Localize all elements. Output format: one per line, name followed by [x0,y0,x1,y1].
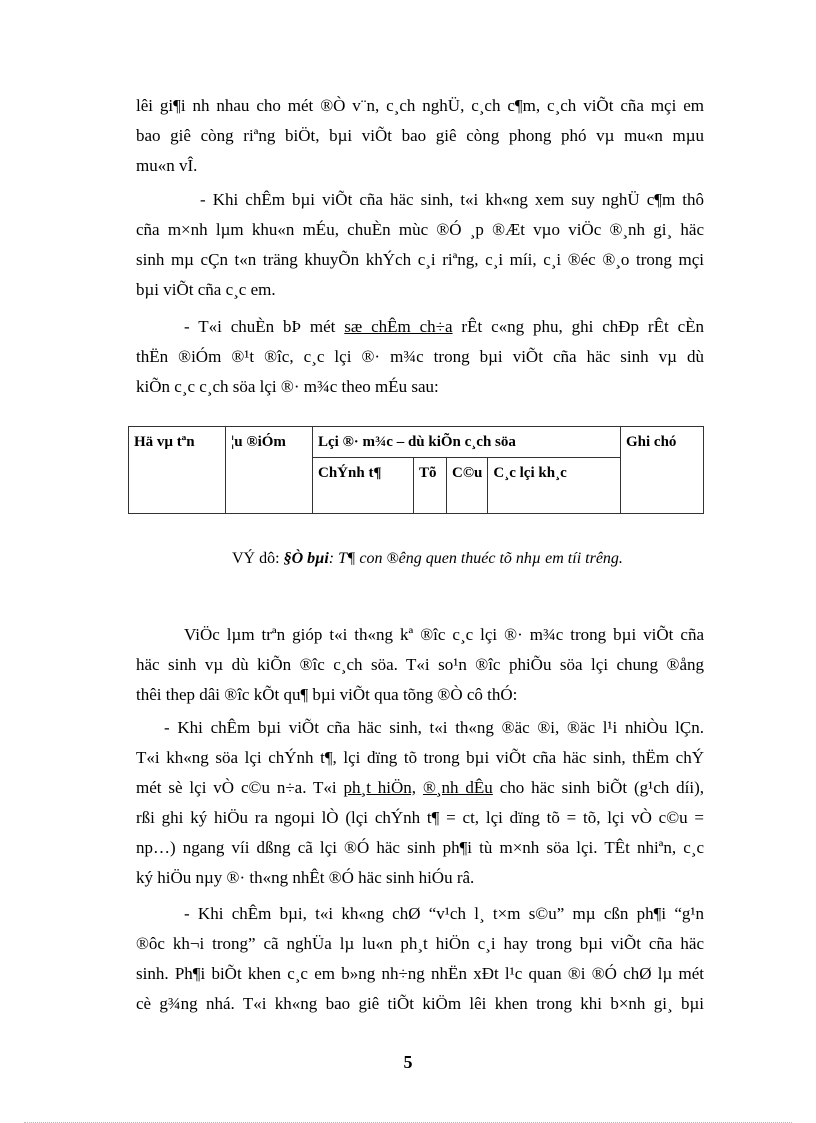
paragraph-2 [136,185,704,305]
underlined-term: sæ chÊm ch÷a [344,317,453,336]
example-text: : T¶ con ®êng quen thuéc tõ nhµ em tíi trêng. [328,550,623,567]
paragraph-4 [136,620,704,710]
table-header-row [129,427,704,458]
text-line: T«i kh«ng söa lçi chÝnh t¶, lçi dïng tõ trong bµi viÕt cña häc sinh, thËm chÝ [136,748,704,767]
text-line: thËn ®iÓm ®¹t ®îc, c¸c lçi ®· m¾c trong bµi viÕt cña häc sinh vµ dù [136,347,704,366]
underlined-term: ®¸nh dÊu [422,778,493,797]
text-line: bµi viÕt cña c¸c em. [136,280,276,299]
text-line: - Khi chÊm bµi viÕt cña häc sinh, t«i th«ng ®äc ®i, ®äc l¹i nhiÒu lÇn. [164,718,704,737]
text-line: sinh. Ph¶i biÕt khen c¸c em b»ng nh÷ng nhËn xÐt l¹c quan ®i ®Ó chØ lµ mét [136,964,704,983]
subheader-cell-spelling: ChÝnh t¶ [313,458,414,514]
subheader-cell-other: C¸c lçi kh¸c [488,458,621,514]
text-line: - Khi chÊm bµi viÕt cña häc sinh, t«i kh«ng xem suy nghÜ c¶m thô [200,190,704,209]
underlined-term: ph¸t hiÖn, [343,778,417,797]
subheader-cell-word: Tõ [414,458,447,514]
example-prefix: VÝ dô: [232,550,284,567]
text-line: lêi gi¶i nh nhau cho mét ®Ò v¨n, c¸ch nghÜ, c¸ch c¶m, c¸ch viÕt cña mçi em [136,96,704,115]
subheader-cell-sentence: C©u [447,458,488,514]
example-title: §Ò bµi [283,550,329,567]
error-tracking-table [128,426,704,514]
text-line: cña m×nh lµm khu«n mÉu, chuÈn mùc ®Ó ¸p ®Æt vµo viÖc ®¸nh gi¸ häc [136,220,704,239]
paragraph-5 [136,713,704,893]
text-line: - Khi chÊm bµi, t«i kh«ng chØ “v¹ch l¸ t×m s©u” mµ cßn ph¶i “g¹n [184,904,704,923]
text-run: cho häc sinh biÕt (g¹ch díi), [492,778,705,797]
text-line: häc sinh vµ dù kiÕn ®îc c¸ch söa. T«i so¹n ®îc phiÕu söa lçi chung ®ång [136,655,704,674]
paragraph-1 [136,91,704,181]
text-line: rßi ghi ký hiÖu ra ngoµi lÒ (lçi chÝnh t¶ = ct, lçi dïng tõ = tõ, lçi vÒ c©u = [136,808,704,827]
text-run: - T«i chuÈn bÞ mét [184,317,345,336]
paragraph-3 [136,312,704,402]
header-cell-strengths: ¦u ®iÓm [226,427,313,514]
text-line: mu«n vÎ. [136,156,198,175]
page-number: 5 [403,1052,413,1072]
header-cell-notes: Ghi chó [621,427,704,514]
text-run: mét sè lçi vÒ c©u n÷a. T«i [136,778,344,797]
text-line [136,312,704,342]
text-line [136,773,704,803]
text-line: thêi thep dâi ®îc kÕt qu¶ bµi viÕt qua tõng ®Ò cô thÓ: [136,685,518,704]
text-line: ViÖc lµm trªn gióp t«i th«ng kª ®îc c¸c lçi ®· m¾c trong bµi viÕt cña [184,625,704,644]
text-line: ký hiÖu nµy ®· th«ng nhÊt ®Ó häc sinh hiÓu râ. [136,868,475,887]
text-run: rÊt c«ng phu, ghi chÐp rÊt cÈn [452,317,705,336]
text-line: np…) ngang víi dßng cã lçi ®Ó häc sinh ph¶i tù m×nh söa lçi. TÊt nhiªn, c¸c [136,838,704,857]
text-line: ®ôc kh¬i trong” cã nghÜa lµ lu«n ph¸t hiÖn c¸i hay trong bµi viÕt cña häc [136,934,704,953]
text-line: sinh mµ cÇn t«n träng khuyÕn khÝch c¸i riªng, c¸i míi, c¸i ®éc ®¸o trong mçi [136,250,704,269]
text-line: cè g¾ng nhá. T«i kh«ng bao giê tiÕt kiÖm lêi khen trong khi b×nh gi¸ bµi [136,994,704,1013]
text-line: bao giê còng riªng biÖt, bµi viÕt bao giê còng phong phó vµ mu«n mµu [136,126,704,145]
example-line [232,550,623,568]
text-line: kiÕn c¸c c¸ch söa lçi ®· m¾c theo mÉu sau: [136,377,439,396]
paragraph-6 [136,899,704,1019]
header-cell-errors: Lçi ®· m¾c – dù kiÕn c¸ch söa [313,427,621,458]
header-cell-name: Hä vµ tªn [129,427,226,514]
